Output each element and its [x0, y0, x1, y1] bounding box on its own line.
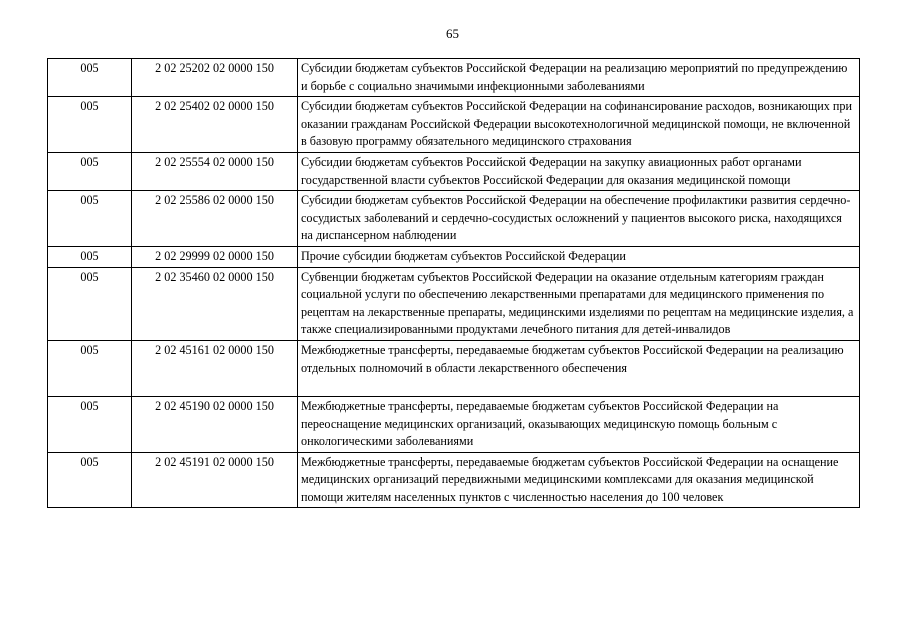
revenue-code-cell: 2 02 25586 02 0000 150	[132, 191, 298, 247]
revenue-name-cell: Субсидии бюджетам субъектов Российской Федерации на софинансирование расходов, возникающих при оказании гражданам Российской Федерации высокотехнологичной медицинской помощи, не включенной в базовую программу обязательного медицинского страхования	[298, 97, 860, 153]
revenue-code-cell: 2 02 25402 02 0000 150	[132, 97, 298, 153]
revenue-name-cell: Субвенции бюджетам субъектов Российской Федерации на оказание отдельным категориям граждан социальной услуги по обеспечению лекарственными препаратами для медицинского применения по рецептам на лекарственные препараты, медицинскими изделиями по рецептам на медицинские изделия, а также специализированными продуктами лечебного питания для детей-инвалидов	[298, 267, 860, 340]
admin-code-cell: 005	[48, 59, 132, 97]
revenue-name-cell: Межбюджетные трансферты, передаваемые бюджетам субъектов Российской Федерации на реализацию отдельных полномочий в области лекарственного обеспечения	[298, 340, 860, 396]
revenue-name-cell: Субсидии бюджетам субъектов Российской Федерации на обеспечение профилактики развития сердечно-сосудистых заболеваний и сердечно-сосудистых осложнений у пациентов высокого риска, находящихся на диспансерном наблюдении	[298, 191, 860, 247]
revenue-code-cell: 2 02 45191 02 0000 150	[132, 452, 298, 508]
admin-code-cell: 005	[48, 246, 132, 267]
revenue-code-cell: 2 02 35460 02 0000 150	[132, 267, 298, 340]
admin-code-cell: 005	[48, 396, 132, 452]
revenue-code-cell: 2 02 25202 02 0000 150	[132, 59, 298, 97]
table-row	[48, 340, 860, 396]
table-row	[48, 246, 860, 267]
revenue-name-cell: Межбюджетные трансферты, передаваемые бюджетам субъектов Российской Федерации на оснащение медицинских организаций передвижными медицинскими комплексами для оказания медицинской помощи жителям населенных пунктов с численностью населения до 100 человек	[298, 452, 860, 508]
revenue-code-cell: 2 02 45190 02 0000 150	[132, 396, 298, 452]
revenue-code-cell: 2 02 29999 02 0000 150	[132, 246, 298, 267]
revenue-name-cell: Субсидии бюджетам субъектов Российской Федерации на закупку авиационных работ органами государственной власти субъектов Российской Федерации для оказания медицинской помощи	[298, 152, 860, 190]
table-row	[48, 191, 860, 247]
admin-code-cell: 005	[48, 191, 132, 247]
admin-code-cell: 005	[48, 340, 132, 396]
admin-code-cell: 005	[48, 97, 132, 153]
table-row	[48, 267, 860, 340]
page-number: 65	[446, 26, 459, 41]
table-row	[48, 152, 860, 190]
table-row	[48, 396, 860, 452]
revenue-name-cell: Межбюджетные трансферты, передаваемые бюджетам субъектов Российской Федерации на переоснащение медицинских организаций, оказывающих медицинскую помощь больным с онкологическими заболеваниями	[298, 396, 860, 452]
table-row	[48, 59, 860, 97]
revenue-name-cell: Прочие субсидии бюджетам субъектов Российской Федерации	[298, 246, 860, 267]
revenue-code-cell: 2 02 45161 02 0000 150	[132, 340, 298, 396]
table-row	[48, 452, 860, 508]
admin-code-cell: 005	[48, 152, 132, 190]
table-row	[48, 97, 860, 153]
admin-code-cell: 005	[48, 452, 132, 508]
admin-code-cell: 005	[48, 267, 132, 340]
budget-classification-table	[47, 58, 860, 508]
revenue-name-cell: Субсидии бюджетам субъектов Российской Федерации на реализацию мероприятий по предупреждению и борьбе с социально значимыми инфекционными заболеваниями	[298, 59, 860, 97]
revenue-code-cell: 2 02 25554 02 0000 150	[132, 152, 298, 190]
